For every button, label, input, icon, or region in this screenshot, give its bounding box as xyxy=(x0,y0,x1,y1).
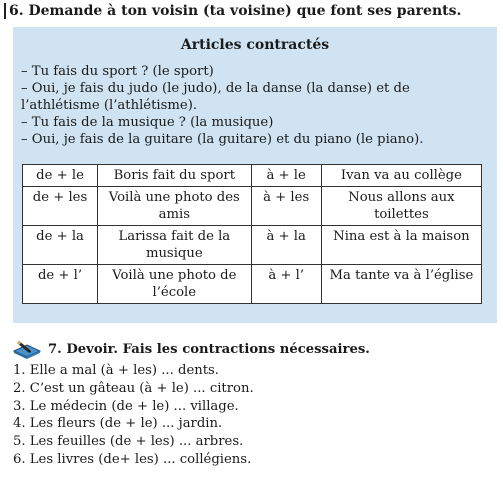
table-cell: à + le xyxy=(251,165,321,187)
list-item: 5. Les feuilles (de + les) ... arbres. xyxy=(13,434,244,450)
table-cell: Nous allons aux toilettes xyxy=(321,187,481,226)
table-cell: de + le xyxy=(23,165,98,187)
table-cell: Voilà une photo de l’école xyxy=(98,265,251,304)
dialog-line: – Oui, je fais du judo (le judo), de la danse (la danse) et de xyxy=(21,81,410,96)
table-cell: Voilà une photo des amis xyxy=(98,187,251,226)
table-cell: à + les xyxy=(251,187,321,226)
exercise-6-title: 6. Demande à ton voisin (ta voisine) que font ses parents. xyxy=(4,3,461,19)
table-row xyxy=(23,265,482,304)
table-cell: de + la xyxy=(23,226,98,265)
dialog-line: – Tu fais de la musique ? (la musique) xyxy=(21,115,274,130)
example-dialog xyxy=(21,63,491,148)
list-item: 4. Les fleurs (de + le) ... jardin. xyxy=(13,416,223,432)
table-cell: à + l’ xyxy=(251,265,321,304)
grammar-box-title: Articles contractés xyxy=(180,37,330,53)
list-item: 6. Les livres (de+ les) ... collégiens. xyxy=(13,451,252,467)
exercise-7-title: 7. Devoir. Fais les contractions nécessaires. xyxy=(48,341,370,357)
table-cell: Ma tante va à l’église xyxy=(321,265,481,304)
dialog-line: – Tu fais du sport ? (le sport) xyxy=(21,64,214,79)
table-cell: Nina est à la maison xyxy=(321,226,481,265)
list-item: 1. Elle a mal (à + les) ... dents. xyxy=(13,363,219,378)
table-cell: de + l’ xyxy=(23,265,98,304)
dialog-line: – Oui, je fais de la guitare (la guitare) et du piano (le piano). xyxy=(21,132,424,147)
list-item: 2. C’est un gâteau (à + le) ... citron. xyxy=(13,380,254,396)
table-cell: à + la xyxy=(251,226,321,265)
table-row xyxy=(23,187,482,226)
pencil-book-icon xyxy=(12,339,42,359)
contraction-table xyxy=(22,164,482,304)
exercise-7-list xyxy=(13,362,254,469)
dialog-line: l’athlétisme (l’athlétisme). xyxy=(21,98,198,113)
table-cell: de + les xyxy=(23,187,98,226)
table-cell: Larissa fait de la musique xyxy=(98,226,251,265)
table-row xyxy=(23,165,482,187)
table-row xyxy=(23,226,482,265)
table-cell: Ivan va au collège xyxy=(321,165,481,187)
exercise-7-heading xyxy=(12,338,370,360)
table-cell: Boris fait du sport xyxy=(98,165,251,187)
list-item: 3. Le médecin (de + le) ... village. xyxy=(13,398,239,414)
